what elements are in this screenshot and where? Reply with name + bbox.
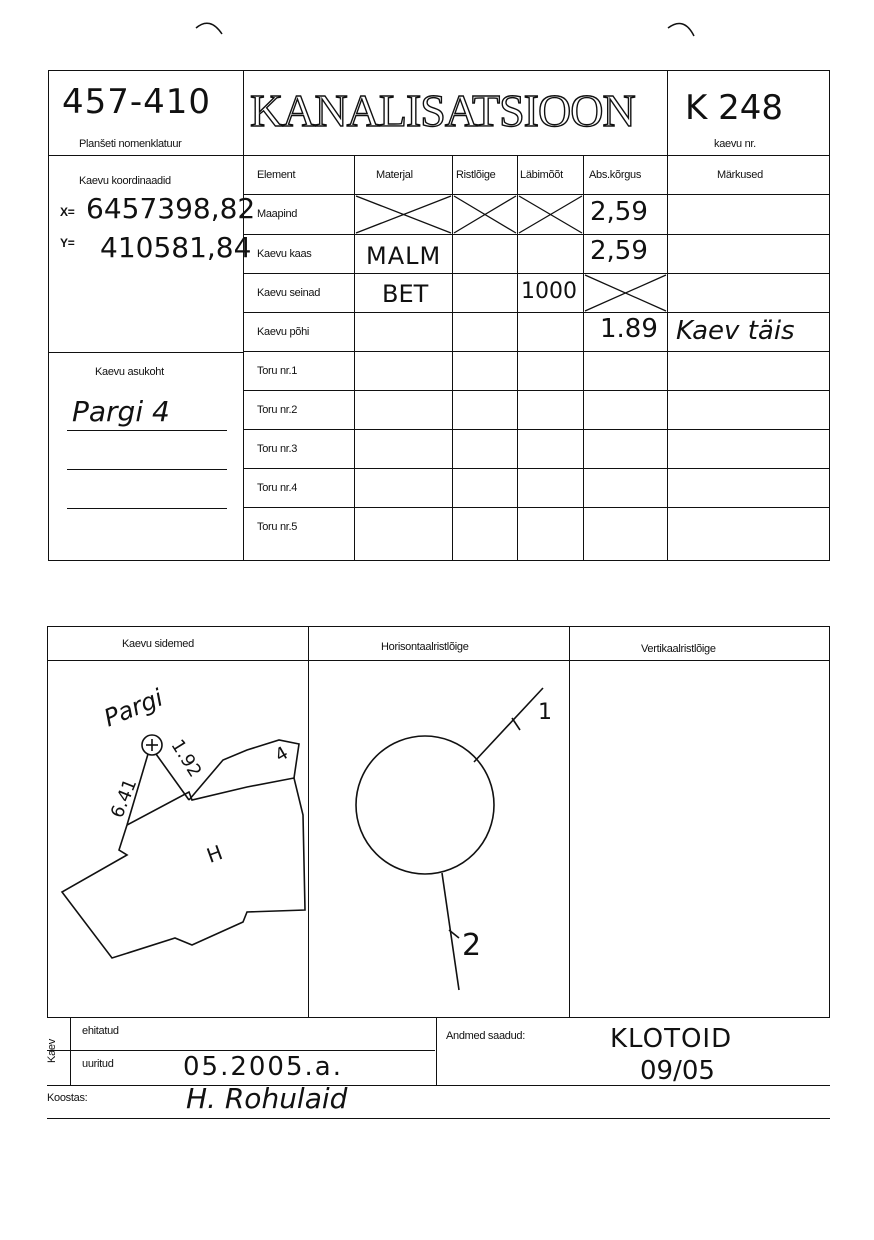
pohi-note-value: Kaev täis [676, 316, 795, 346]
distance-1: 6.41 [106, 775, 142, 822]
compiled-by: H. Rohulaid [186, 1082, 348, 1115]
location-label: Kaevu asukoht [95, 366, 164, 378]
y-coordinate-value: 410581,84 [100, 231, 252, 264]
header-abs-korgus: Abs.kõrgus [589, 169, 642, 181]
pohi-abs-value: 1.89 [600, 314, 658, 344]
header-ristloige: Ristlõige [456, 169, 496, 181]
header-materjal: Materjal [376, 169, 413, 181]
kaas-abs-value: 2,59 [590, 236, 648, 266]
x-prefix: X= [60, 205, 75, 219]
sketch-col2-title: Horisontaalristlõige [381, 641, 469, 653]
sketch-col3-title: Vertikaalristlõige [641, 643, 716, 655]
pipe-1-label: 1 [538, 700, 552, 725]
data-source-label: Andmed saadud: [446, 1030, 525, 1042]
x-coordinate-value: 6457398,82 [86, 192, 256, 225]
table-row: Toru nr.5 [257, 521, 298, 533]
header-element: Element [257, 169, 296, 181]
compiled-label: Koostas: [47, 1092, 88, 1104]
site-sketch [47, 660, 309, 1018]
seinad-diameter-value: 1000 [521, 279, 577, 304]
y-prefix: Y= [60, 236, 75, 250]
pipe-2-label: 2 [462, 928, 482, 963]
side-label: Kaev [45, 1039, 58, 1063]
table-row: Kaevu põhi [257, 326, 310, 338]
table-row: Kaevu seinad [257, 287, 321, 299]
table-row: Maapind [257, 208, 298, 220]
plansheet-number: 457-410 [62, 82, 212, 122]
distance-2: 1.92 [166, 735, 206, 782]
table-row: Toru nr.1 [257, 365, 298, 377]
house-letter: H [203, 840, 226, 868]
table-row: Kaevu kaas [257, 248, 312, 260]
well-number-label: kaevu nr. [714, 138, 756, 150]
kaas-material-value: MALM [366, 242, 442, 270]
built-label: ehitatud [82, 1025, 119, 1037]
maapind-abs-value: 2,59 [590, 197, 648, 227]
data-source-date: 09/05 [640, 1056, 715, 1086]
form-title: KANALISATSIOON [250, 85, 635, 136]
table-row: Toru nr.2 [257, 404, 298, 416]
house-number: 4 [271, 742, 292, 767]
header-markused: Märkused [717, 169, 763, 181]
plansheet-label: Planšeti nomenklatuur [79, 138, 182, 150]
surveyed-label: uuritud [82, 1058, 114, 1070]
table-row: Toru nr.4 [257, 482, 298, 494]
surveyed-date: 05.2005.a. [183, 1052, 343, 1082]
seinad-material-value: BET [382, 280, 429, 308]
table-row: Toru nr.3 [257, 443, 298, 455]
coordinates-label: Kaevu koordinaadid [79, 175, 171, 187]
well-number: K 248 [685, 88, 783, 128]
horizontal-section-drawing [309, 660, 569, 1018]
header-labimoot: Läbimõõt [520, 169, 563, 181]
data-source-value: KLOTOID [610, 1024, 733, 1054]
sketch-col1-title: Kaevu sidemed [122, 638, 194, 650]
location-value: Pargi 4 [72, 395, 170, 428]
street-label: Pargi [99, 683, 167, 733]
